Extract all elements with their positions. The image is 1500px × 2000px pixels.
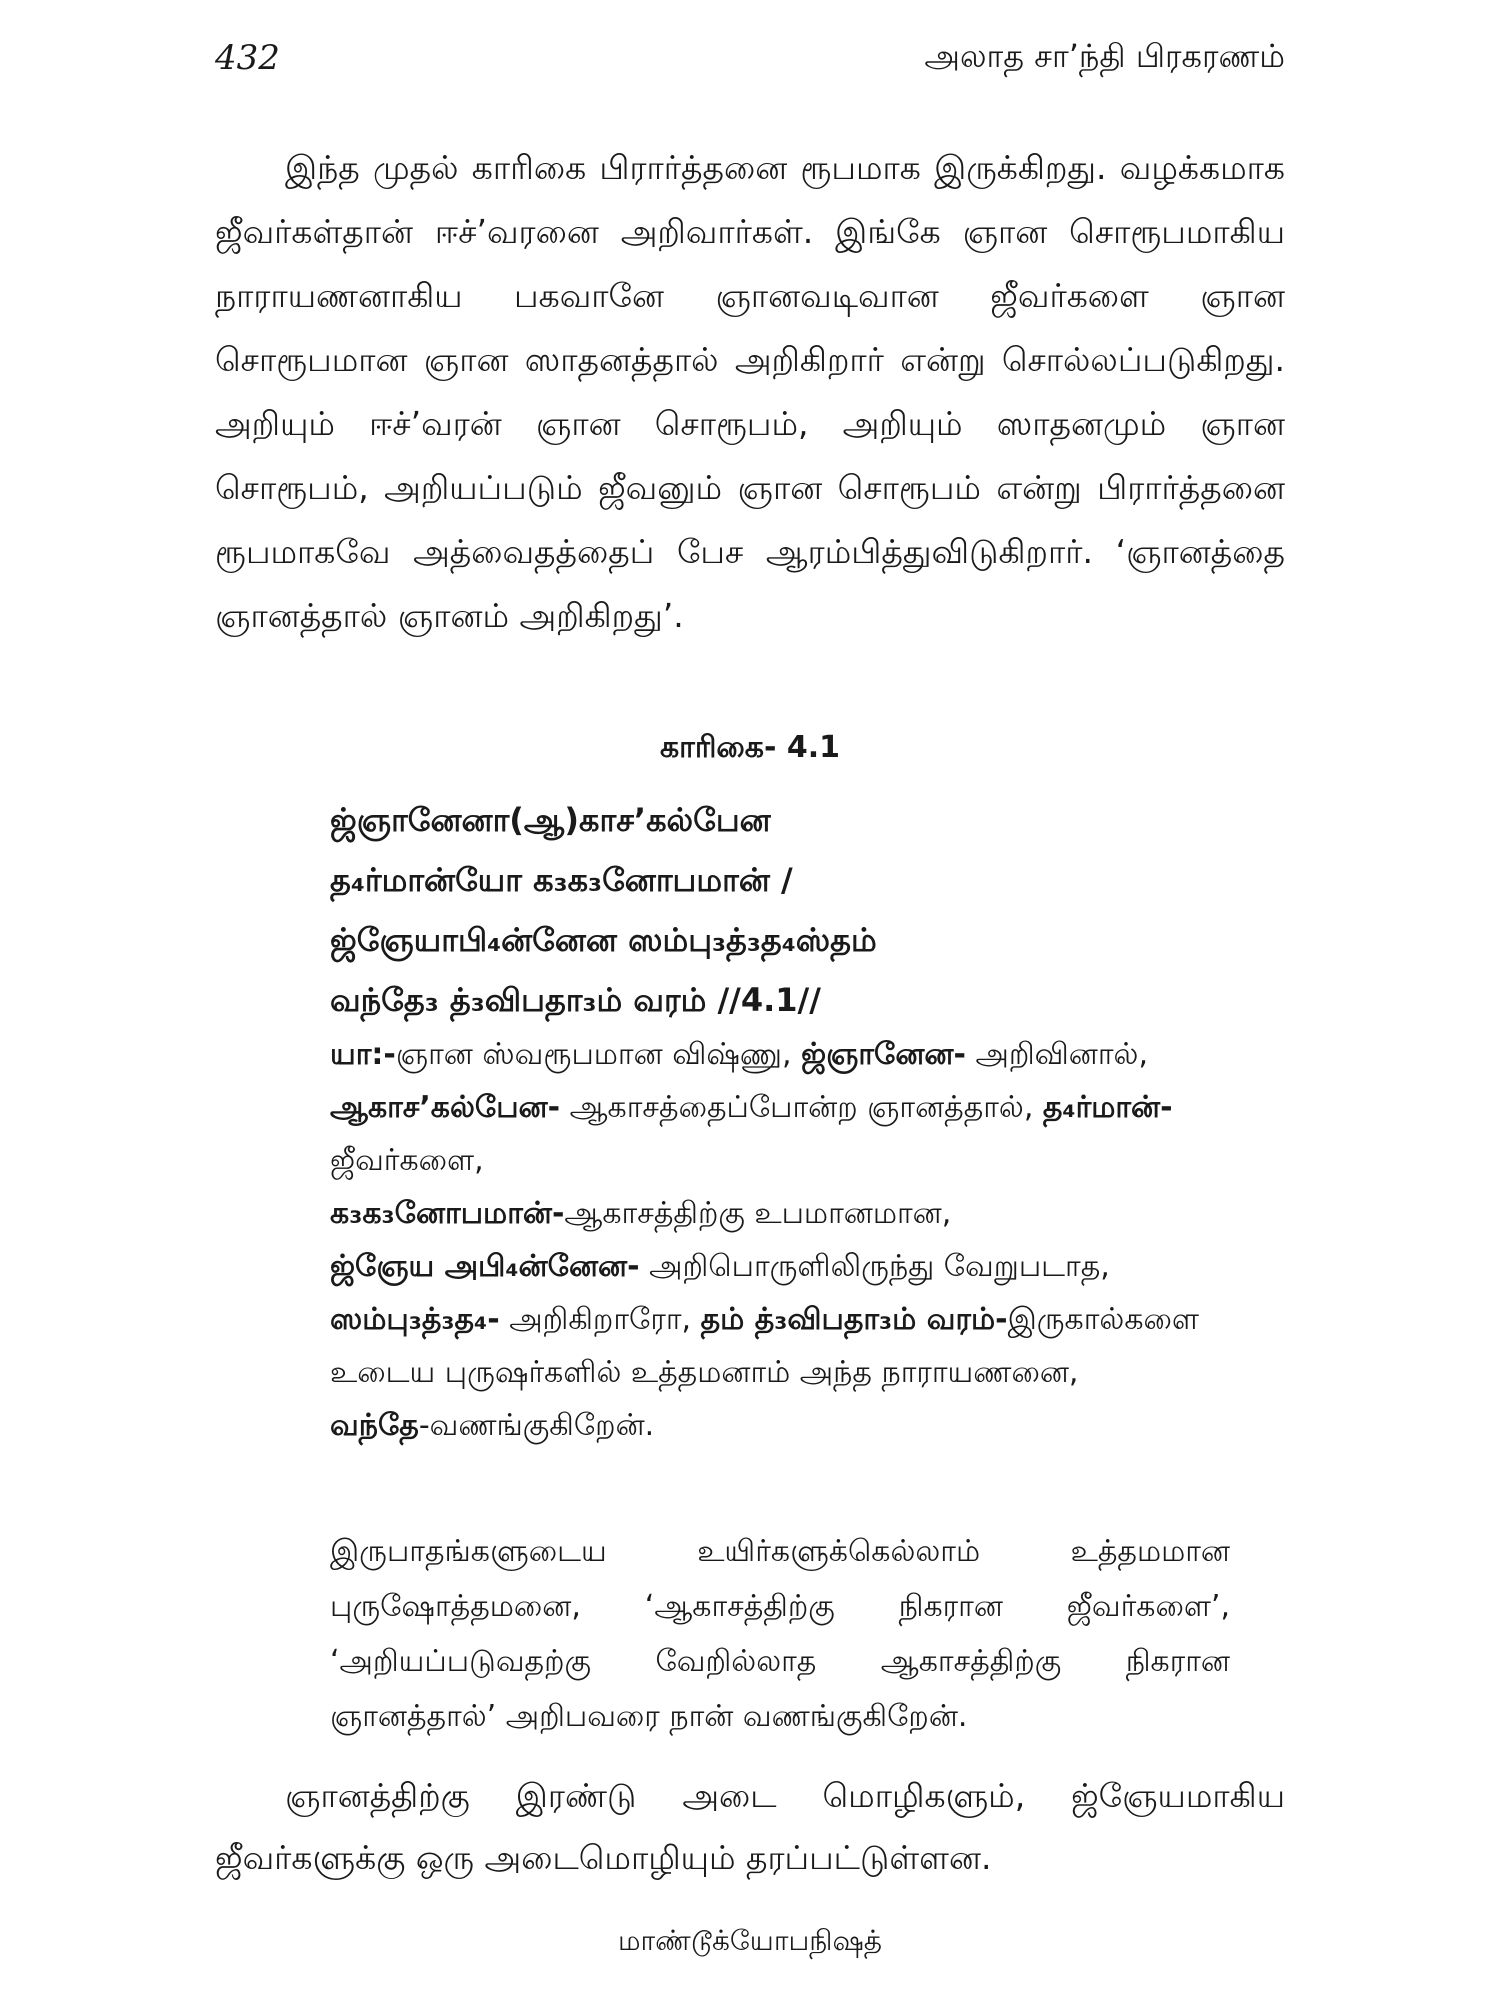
- gloss-term: த₄ர்மான்-: [1042, 1090, 1173, 1125]
- verse-line: வந்தே₃ த்₃விபதா₃ம் வரம் //4.1//: [330, 981, 821, 1019]
- running-head: அலாத சா’ந்தி பிரகரணம்: [924, 37, 1285, 75]
- gloss-meaning: ஆகாசத்தைப்போன்ற ஞானத்தால்,: [560, 1090, 1043, 1125]
- gloss-meaning: ஞான ஸ்வரூபமான விஷ்ணு,: [395, 1037, 802, 1072]
- gloss-meaning: ஆகாசத்திற்கு உபமானமான,: [564, 1196, 952, 1231]
- gloss-term: ஜ்ஞேய அபி₄ன்னேன-: [330, 1249, 640, 1284]
- gloss-meaning: அறிவினால்,: [965, 1037, 1148, 1072]
- gloss-term: ஜ்ஞானேன-: [801, 1037, 966, 1072]
- gloss-term: தம் த்₃விபதா₃ம் வரம்-: [700, 1302, 1008, 1337]
- verse-line: ஜ்ஞானேனா(ஆ)காச’கல்பேன: [330, 801, 771, 839]
- verse-line: ஜ்ஞேயாபி₄ன்னேன ஸம்பு₃த்₃த₄ஸ்தம்: [330, 921, 877, 959]
- sanskrit-verse: [330, 790, 1230, 1030]
- gloss-term: ஸம்பு₃த்₃த₄-: [330, 1302, 500, 1337]
- page-footer: மாண்டூக்யோபநிஷத்: [617, 1924, 883, 1957]
- page-header: [215, 28, 1285, 88]
- gloss-term: க₃க₃னோபமான்-: [330, 1196, 565, 1231]
- gloss-meaning: இருகால்களை உடைய புருஷர்களில் உத்தமனாம் அந்த நாராயணனை,: [330, 1302, 1199, 1390]
- gloss-meaning: ஜீவர்களை,: [330, 1143, 484, 1178]
- karikai-heading: காரிகை- 4.1: [659, 730, 841, 765]
- gloss-meaning: அறிகிறாரோ,: [499, 1302, 701, 1337]
- intro-paragraph: இந்த முதல் காரிகை பிரார்த்தனை ரூபமாக இருக்கிறது. வழக்கமாக ஜீவர்கள்தான் ஈச்’வரனை அறிவார்கள். இங்கே ஞான சொரூபமாகிய நாராயணனாகிய பகவானே ஞானவடிவான ஜீவர்களை ஞான சொரூபமான ஞான ஸாதனத்தால் அறிகிறார் என்று சொல்லப்படுகிறது. அறியும் ஈச்’வரன் ஞான சொரூபம், அறியும் ஸாதனமும் ஞான சொரூபம், அறியப்படும் ஜீவனும் ஞான சொரூபம் என்று பிரார்த்தனை ரூபமாகவே அத்வைதத்தைப் பேச ஆரம்பித்துவிடுகிறார். ‘ஞானத்தை ஞானத்தால் ஞானம் அறிகிறது’.: [215, 148, 1285, 635]
- verse-line: த₄ர்மான்யோ க₃க₃னோபமான் /: [330, 861, 793, 899]
- gloss-term: யா:-: [330, 1037, 396, 1072]
- gloss-term: வந்தே: [330, 1408, 419, 1443]
- summary-paragraph: இருபாதங்களுடைய உயிர்களுக்கெல்லாம் உத்தமமான புருஷோத்தமனை, ‘ஆகாசத்திற்கு நிகரான ஜீவர்களை’, ‘அறியப்படுவதற்கு வேறில்லாத ஆகாசத்திற்கு நிகரான ஞானத்தால்’ அறிபவரை நான் வணங்குகிறேன்.: [330, 1534, 1230, 1734]
- word-gloss: [330, 1028, 1230, 1452]
- closing-paragraph: ஞானத்திற்கு இரண்டு அடை மொழிகளும், ஜ்ஞேயமாகிய ஜீவர்களுக்கு ஒரு அடைமொழியும் தரப்பட்டுள்ளன.: [215, 1776, 1285, 1877]
- page-number: 432: [215, 38, 280, 78]
- gloss-meaning: -வணங்குகிறேன்.: [418, 1408, 655, 1443]
- gloss-term: ஆகாச’கல்பேன-: [330, 1090, 561, 1125]
- gloss-meaning: அறிபொருளிலிருந்து வேறுபடாத,: [639, 1249, 1110, 1284]
